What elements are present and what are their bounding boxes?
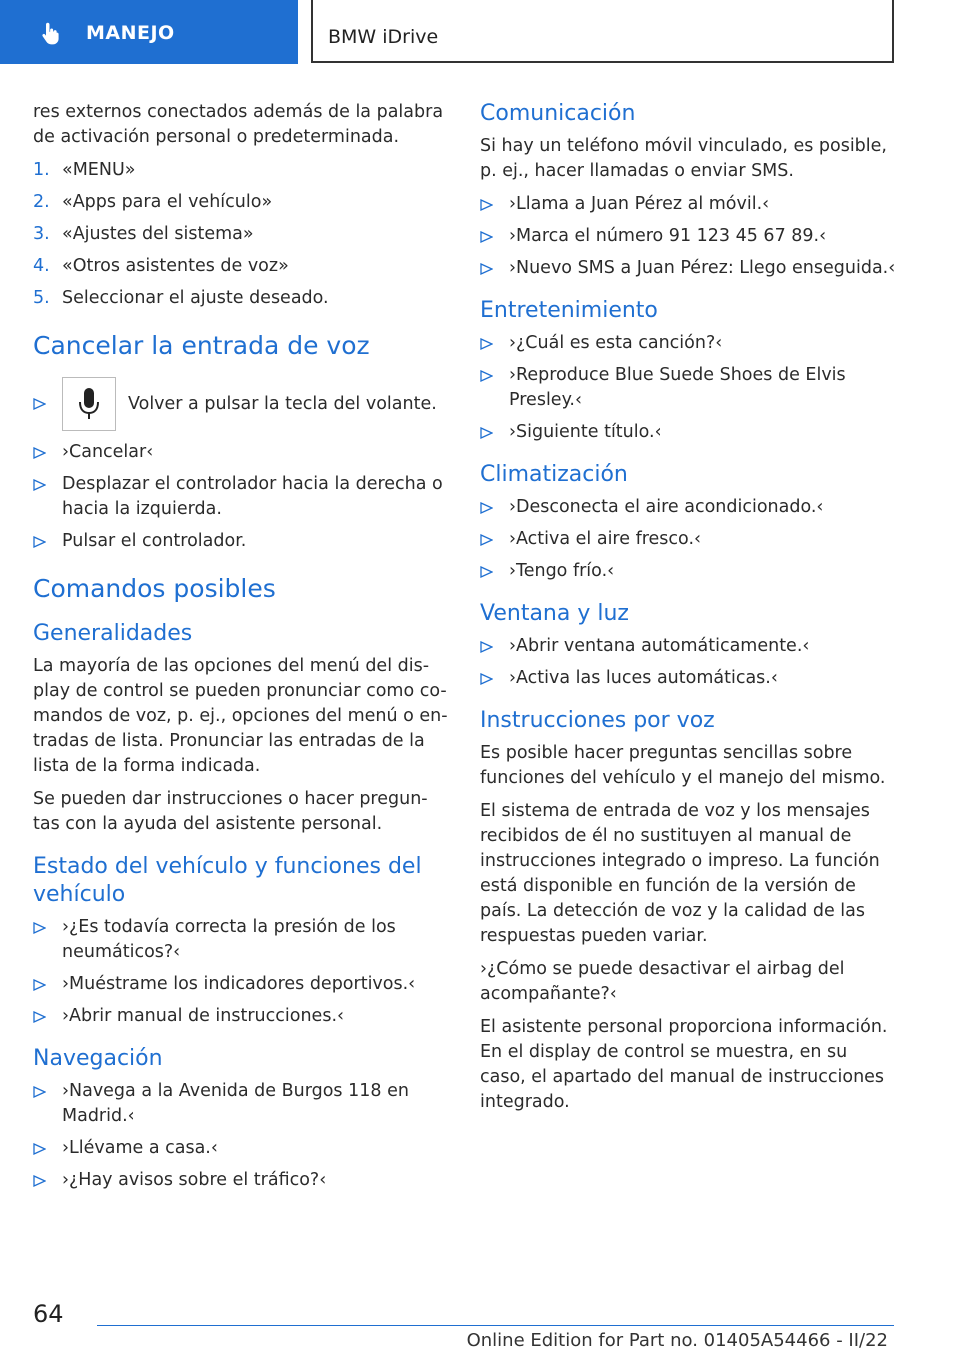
cancel-heading: Cancelar la entrada de voz bbox=[33, 331, 370, 360]
edition-note: Online Edition for Part no. 01405A54466 - II/22 bbox=[466, 1330, 888, 1351]
step-item bbox=[33, 158, 451, 183]
list-item-text: Desplazar el controlador hacia la derecha o hacia la izquierda. bbox=[62, 474, 443, 519]
step-item bbox=[33, 222, 451, 247]
entertainment-heading: Entretenimiento bbox=[480, 298, 658, 323]
list-item-text: ›Llévame a casa.‹ bbox=[62, 1138, 218, 1158]
navigation-heading: Navegación bbox=[33, 1046, 163, 1071]
list-item bbox=[480, 192, 898, 217]
right-column bbox=[480, 100, 898, 1123]
list-item-text: ›Muéstrame los indicadores deportivos.‹ bbox=[62, 974, 416, 994]
cancel-list bbox=[33, 375, 451, 554]
step-item bbox=[33, 286, 451, 311]
step-number: 1. bbox=[33, 160, 50, 180]
voice-paragraph-4: El asistente personal proporciona información. En el display de control se muestra, en su caso, el apartado del manual de instrucciones integrado. bbox=[480, 1017, 888, 1112]
step-number: 3. bbox=[33, 224, 50, 244]
triangle-bullet-icon bbox=[33, 479, 46, 491]
climate-list bbox=[480, 495, 898, 584]
section-tab-label: MANEJO bbox=[86, 22, 175, 44]
general-paragraph-2: Se pueden dar instrucciones o hacer pregun-tas con la ayuda del asistente personal. bbox=[33, 789, 428, 834]
triangle-bullet-icon bbox=[480, 231, 493, 243]
intro-paragraph: res externos conectados además de la palabra de activación personal o predeterminada. bbox=[33, 102, 444, 147]
list-item-text: ›Cancelar‹ bbox=[62, 442, 154, 462]
step-text: «Otros asistentes de voz» bbox=[62, 256, 289, 276]
window-light-list bbox=[480, 634, 898, 691]
list-item-text: ›Activa las luces automáticas.‹ bbox=[509, 668, 778, 688]
list-item bbox=[33, 1004, 451, 1029]
triangle-bullet-icon bbox=[33, 1143, 46, 1155]
list-item bbox=[480, 495, 898, 520]
step-text: «Ajustes del sistema» bbox=[62, 224, 254, 244]
microphone-button-image bbox=[62, 377, 116, 431]
list-item bbox=[480, 331, 898, 356]
vehicle-heading: Estado del vehículo y funciones del vehículo bbox=[33, 854, 422, 907]
list-item-text: ›¿Cuál es esta canción?‹ bbox=[509, 333, 723, 353]
triangle-bullet-icon bbox=[480, 502, 493, 514]
left-column bbox=[33, 100, 451, 1203]
list-item bbox=[33, 529, 451, 554]
microphone-icon bbox=[76, 386, 102, 422]
step-text: «MENU» bbox=[62, 160, 136, 180]
steps-list bbox=[33, 158, 451, 311]
general-heading: Generalidades bbox=[33, 621, 193, 646]
triangle-bullet-icon bbox=[480, 370, 493, 382]
voice-instructions-heading: Instrucciones por voz bbox=[480, 708, 715, 733]
list-item-text: ›Nuevo SMS a Juan Pérez: Llego enseguida.‹ bbox=[509, 258, 896, 278]
list-item-text: ›Abrir manual de instrucciones.‹ bbox=[62, 1006, 344, 1026]
step-number: 5. bbox=[33, 288, 50, 308]
voice-paragraph-1: Es posible hacer preguntas sencillas sobre funciones del vehículo y el manejo del mismo. bbox=[480, 743, 886, 788]
list-item-text: ›Activa el aire fresco.‹ bbox=[509, 529, 702, 549]
list-item bbox=[33, 972, 451, 997]
list-item-text: Volver a pulsar la tecla del volante. bbox=[128, 393, 437, 414]
list-item-text: ›Tengo frío.‹ bbox=[509, 561, 615, 581]
climate-heading: Climatización bbox=[480, 462, 628, 487]
general-paragraph: La mayoría de las opciones del menú del dis-play de control se pueden pronunciar como co-mandos de voz, p. ej., opciones del menú o en-tradas de lista. Pronunciar las entradas de la lista de la forma indicada. bbox=[33, 656, 448, 776]
voice-paragraph-2: El sistema de entrada de voz y los mensajes recibidos de él no sustituyen al manual de instrucciones integrado o impreso. La función está disponible en función de la versión de país. La detección de voz y la calidad de las respuestas pueden variar. bbox=[480, 801, 880, 946]
list-item-text: ›Abrir ventana automáticamente.‹ bbox=[509, 636, 810, 656]
step-number: 4. bbox=[33, 256, 50, 276]
list-item-text: ›Llama a Juan Pérez al móvil.‹ bbox=[509, 194, 770, 214]
hand-pointer-icon bbox=[38, 20, 64, 46]
list-item bbox=[480, 363, 898, 413]
list-item-text: ›¿Es todavía correcta la presión de los neumáticos?‹ bbox=[62, 917, 396, 962]
step-text: Seleccionar el ajuste deseado. bbox=[62, 288, 329, 308]
triangle-bullet-icon bbox=[33, 447, 46, 459]
communication-list bbox=[480, 192, 898, 281]
list-item bbox=[480, 420, 898, 445]
list-item-text: ›Navega a la Avenida de Burgos 118 en Madrid.‹ bbox=[62, 1081, 409, 1126]
window-light-heading: Ventana y luz bbox=[480, 601, 629, 626]
chapter-title-box bbox=[311, 0, 894, 63]
chapter-title: BMW iDrive bbox=[328, 26, 439, 48]
step-item bbox=[33, 254, 451, 279]
communication-heading: Comunicación bbox=[480, 101, 636, 126]
triangle-bullet-icon bbox=[33, 1011, 46, 1023]
list-item bbox=[480, 559, 898, 584]
list-item-text: ›Marca el número 91 123 45 67 89.‹ bbox=[509, 226, 827, 246]
list-item bbox=[33, 440, 451, 465]
triangle-bullet-icon bbox=[33, 398, 46, 410]
list-item bbox=[33, 375, 451, 433]
triangle-bullet-icon bbox=[480, 338, 493, 350]
triangle-bullet-icon bbox=[480, 566, 493, 578]
list-item-text: ›¿Hay avisos sobre el tráfico?‹ bbox=[62, 1170, 327, 1190]
triangle-bullet-icon bbox=[33, 922, 46, 934]
list-item-text: ›Reproduce Blue Suede Shoes de Elvis Presley.‹ bbox=[509, 365, 846, 410]
step-text: «Apps para el vehículo» bbox=[62, 192, 273, 212]
step-number: 2. bbox=[33, 192, 50, 212]
list-item bbox=[33, 472, 451, 522]
list-item-text: Pulsar el controlador. bbox=[62, 531, 247, 551]
footer-divider bbox=[97, 1325, 894, 1326]
page-number: 64 bbox=[33, 1300, 64, 1328]
section-tab bbox=[0, 0, 298, 64]
triangle-bullet-icon bbox=[480, 673, 493, 685]
triangle-bullet-icon bbox=[33, 1175, 46, 1187]
list-item bbox=[33, 1168, 451, 1193]
list-item bbox=[480, 666, 898, 691]
list-item-text: ›Siguiente título.‹ bbox=[509, 422, 662, 442]
triangle-bullet-icon bbox=[480, 427, 493, 439]
triangle-bullet-icon bbox=[480, 263, 493, 275]
communication-paragraph: Si hay un teléfono móvil vinculado, es posible, p. ej., hacer llamadas o enviar SMS. bbox=[480, 136, 887, 181]
list-item bbox=[33, 1079, 451, 1129]
list-item bbox=[480, 256, 898, 281]
list-item bbox=[33, 915, 451, 965]
voice-paragraph-3: ›¿Cómo se puede desactivar el airbag del acompañante?‹ bbox=[480, 959, 845, 1004]
entertainment-list bbox=[480, 331, 898, 445]
triangle-bullet-icon bbox=[480, 641, 493, 653]
step-item bbox=[33, 190, 451, 215]
commands-heading: Comandos posibles bbox=[33, 574, 276, 603]
triangle-bullet-icon bbox=[480, 199, 493, 211]
triangle-bullet-icon bbox=[480, 534, 493, 546]
list-item bbox=[480, 634, 898, 659]
list-item bbox=[480, 224, 898, 249]
list-item bbox=[480, 527, 898, 552]
triangle-bullet-icon bbox=[33, 536, 46, 548]
triangle-bullet-icon bbox=[33, 979, 46, 991]
vehicle-list bbox=[33, 915, 451, 1029]
triangle-bullet-icon bbox=[33, 1086, 46, 1098]
navigation-list bbox=[33, 1079, 451, 1193]
list-item-text: ›Desconecta el aire acondicionado.‹ bbox=[509, 497, 824, 517]
list-item bbox=[33, 1136, 451, 1161]
